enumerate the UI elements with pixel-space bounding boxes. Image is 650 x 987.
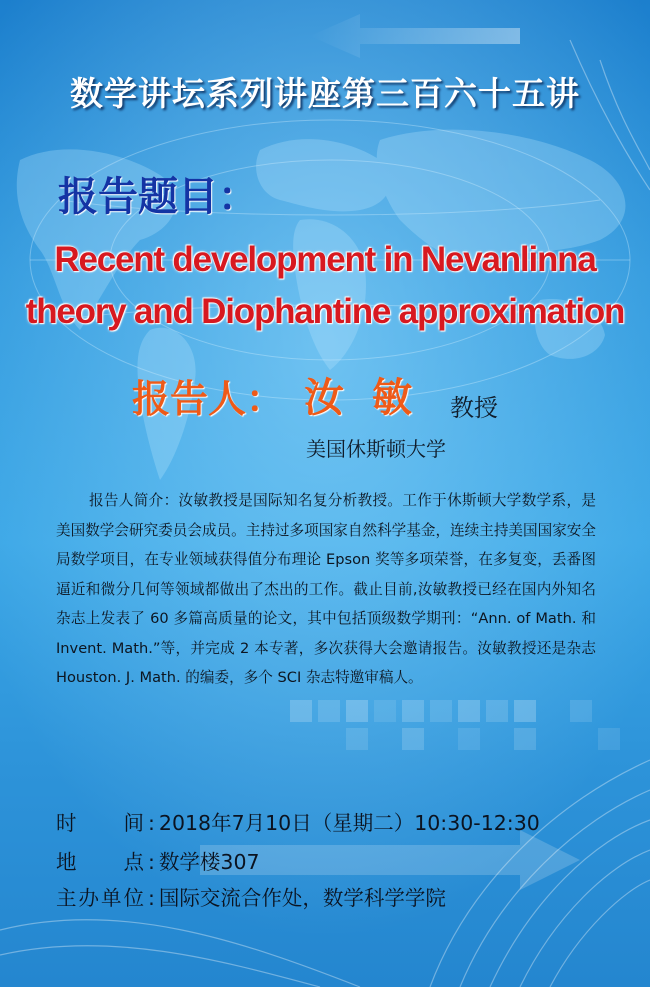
organizer-separator: :	[148, 886, 155, 910]
speaker-label: 报告人：	[132, 376, 285, 421]
topic-title-line1: Recent development in Nevanlinna	[54, 240, 596, 279]
place-value: 数学楼307	[158, 850, 260, 874]
time-separator: :	[148, 811, 155, 835]
series-title: 数学讲坛系列讲座第三百六十五讲	[70, 74, 580, 113]
speaker-bio: 报告人简介：汝敏教授是国际知名复分析教授。工作于休斯顿大学数学系，是美国数学会研究委员会成员。主持过多项国家自然科学基金，连续主持美国国家安全局数学项目，在专业领域获得值分布理论 Epson 奖等多项荣誉，在多复变，丢番图逼近和微分几何等领域都做出了杰出的工作。截止目前,汝敏教授已经在国内外知名杂志上发表了 60 多篇高质量的论文，其中包括顶级数学期刊：“Ann. of Math. 和 Invent. Math.”等，并完成 2 本专著，多次获得大会邀请报告。汝敏教授还是杂志 Houston. J. Math. 的编委，多个 SCI 杂志特邀审稿人。	[56, 492, 596, 686]
time-value: 2018年7月10日（星期二）10:30-12:30	[158, 811, 540, 835]
place-label: 地点	[56, 850, 144, 874]
organizer-value: 国际交流合作处，数学科学学院	[158, 886, 446, 910]
info-time-row	[56, 806, 540, 836]
speaker-name: 汝敏	[304, 374, 440, 421]
time-label: 时间	[56, 811, 144, 835]
speaker-rank: 教授	[450, 394, 498, 422]
speaker-affiliation: 美国休斯顿大学	[306, 437, 446, 461]
topic-title-line2: theory and Diophantine approximation	[25, 292, 625, 331]
topic-title	[0, 234, 650, 338]
place-separator: :	[148, 850, 155, 874]
organizer-label: 主办单位	[56, 886, 144, 910]
info-place-row	[56, 845, 260, 875]
topic-label: 报告题目：	[58, 174, 258, 220]
info-organizer-row	[56, 881, 446, 911]
